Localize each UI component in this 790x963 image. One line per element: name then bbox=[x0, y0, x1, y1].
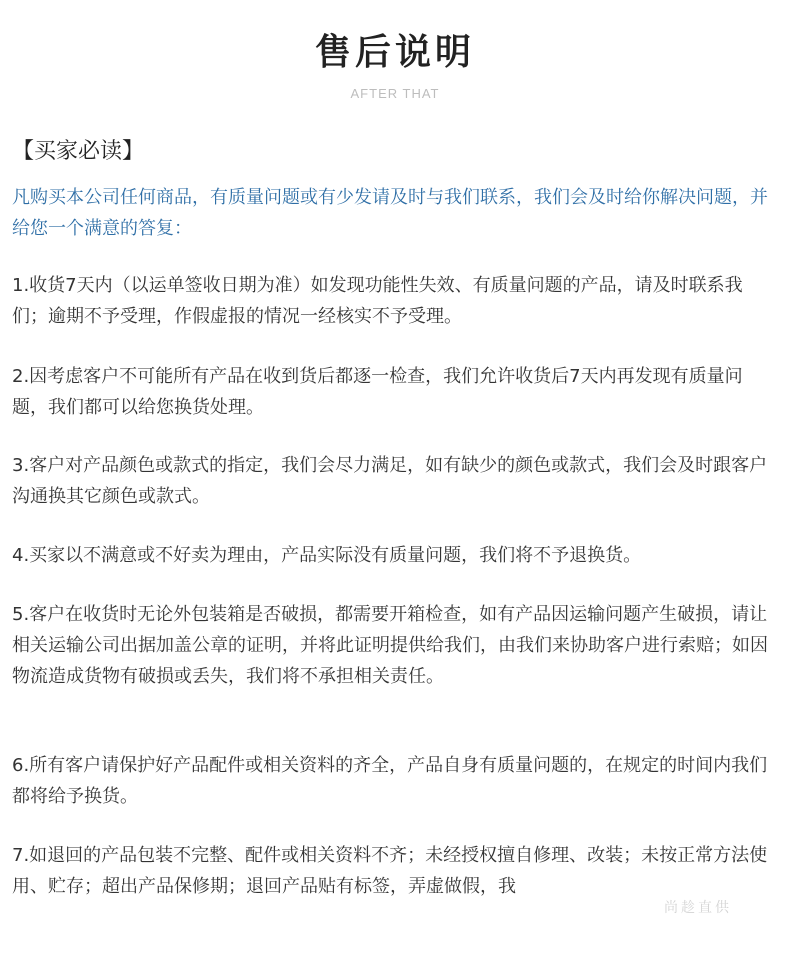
page-subtitle: AFTER THAT bbox=[350, 86, 440, 101]
policy-item-5: 5.客户在收货时无论外包装箱是否破损，都需要开箱检查，如有产品因运输问题产生破损，请让相关运输公司出据加盖公章的证明，并将此证明提供给我们，由我们来协助客户进行索赔；如因物流造成货物有破损或丢失，我们将不承担相关责任。 bbox=[12, 604, 768, 687]
intro-paragraph: 凡购买本公司任何商品，有质量问题或有少发请及时与我们联系，我们会及时给你解决问题，并给您一个满意的答复： bbox=[12, 187, 768, 239]
policy-item-2: 2.因考虑客户不可能所有产品在收到货后都逐一检查，我们允许收货后7天内再发现有质量问题，我们都可以给您换货处理。 bbox=[12, 366, 743, 418]
policy-item-7: 7.如退回的产品包装不完整、配件或相关资料不齐；未经授权擅自修理、改装；未按正常方法使用、贮存；超出产品保修期；退回产品贴有标签，弄虚做假，我 bbox=[12, 845, 768, 897]
policy-item-6: 6.所有客户请保护好产品配件或相关资料的齐全，产品自身有质量问题的，在规定的时间内我们都将给予换货。 bbox=[12, 755, 768, 807]
watermark-text: 尚趁直供 bbox=[664, 900, 732, 916]
policy-item-4: 4.买家以不满意或不好卖为理由，产品实际没有质量问题，我们将不予退换货。 bbox=[12, 545, 642, 566]
policy-item-3: 3.客户对产品颜色或款式的指定，我们会尽力满足，如有缺少的颜色或款式，我们会及时跟客户沟通换其它颜色或款式。 bbox=[12, 455, 768, 507]
page-title: 售后说明 bbox=[314, 32, 475, 73]
section-heading: 【买家必读】 bbox=[12, 139, 145, 164]
policy-item-1: 1.收货7天内（以运单签收日期为准）如发现功能性失效、有质量问题的产品，请及时联系我们；逾期不予受理，作假虚报的情况一经核实不予受理。 bbox=[12, 275, 743, 327]
